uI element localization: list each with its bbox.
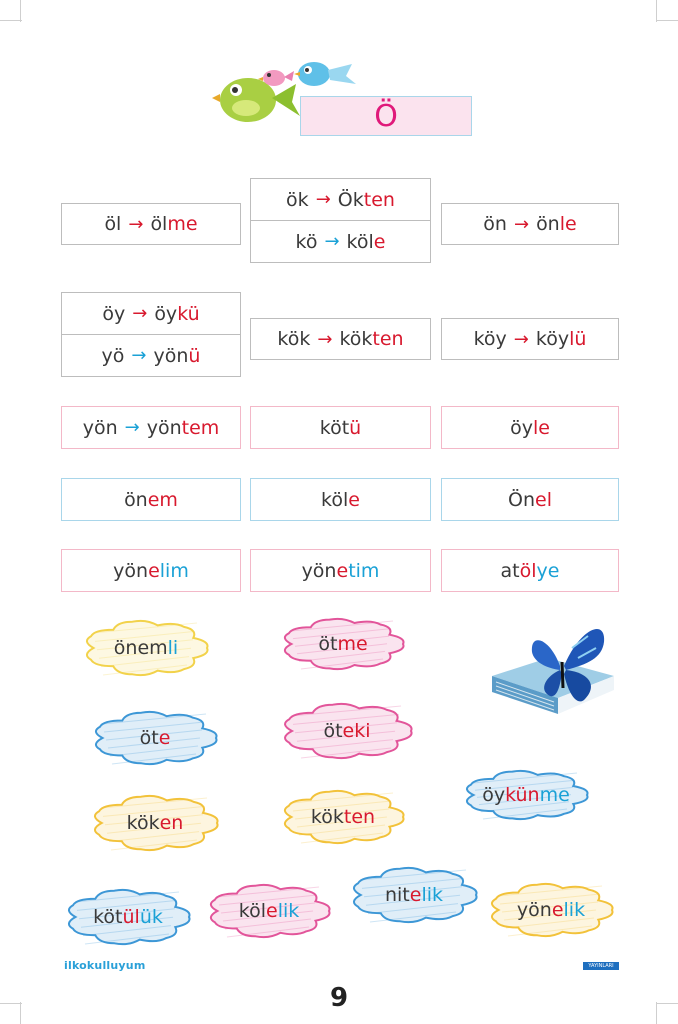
word-part: e xyxy=(373,230,386,253)
word-part: ten xyxy=(343,806,376,828)
word-part: öl xyxy=(519,559,537,582)
word-part: tim xyxy=(348,559,380,582)
word-part: em xyxy=(147,488,178,511)
cloud-word xyxy=(277,698,417,764)
word-cloud xyxy=(459,765,593,825)
arrow-icon: → xyxy=(315,189,331,210)
word-part: yön xyxy=(113,559,149,582)
word-cloud xyxy=(61,884,195,950)
word-part: e xyxy=(551,899,564,921)
word-part: ük xyxy=(139,906,163,928)
word-part: köl xyxy=(321,488,349,511)
arrow-icon: → xyxy=(513,328,529,350)
word-part: lik xyxy=(563,899,586,921)
arrow-icon: → xyxy=(132,303,148,324)
cloud-word xyxy=(346,862,482,928)
word-part: köl xyxy=(238,900,266,922)
word-part: kün xyxy=(505,784,540,806)
arrow-icon: → xyxy=(324,231,340,252)
syllable-box xyxy=(441,203,619,245)
syllable-pair-box xyxy=(250,178,431,263)
word-part: ten xyxy=(372,328,404,350)
word-part: lim xyxy=(159,559,189,582)
word-cloud xyxy=(277,785,409,849)
arrow-icon: → xyxy=(124,417,140,438)
word-part: el xyxy=(535,488,552,511)
word-part: öy xyxy=(102,302,126,325)
word-part: yön xyxy=(301,559,337,582)
cloud-word xyxy=(79,615,213,681)
blue-bird-icon xyxy=(294,62,356,86)
word-part: ü xyxy=(188,344,201,367)
cloud-word xyxy=(203,879,335,943)
word-part: öl xyxy=(104,213,122,235)
word-cloud xyxy=(277,698,417,764)
word-part: ül xyxy=(122,906,140,928)
word-part: yön xyxy=(516,899,552,921)
syllable-box-top xyxy=(62,293,240,334)
word-part: yön xyxy=(153,344,189,367)
word-box xyxy=(441,478,619,521)
word-part: e xyxy=(348,488,360,511)
word-part: kök xyxy=(277,328,311,350)
word-box xyxy=(61,406,241,449)
crop-mark xyxy=(656,0,657,22)
word-part: öy xyxy=(510,416,533,439)
word-part: le xyxy=(559,213,577,235)
word-part: ön xyxy=(483,213,507,235)
word-part: le xyxy=(532,416,550,439)
word-part: öt xyxy=(318,633,338,655)
word-part: kö xyxy=(295,230,318,253)
crop-mark xyxy=(0,20,22,21)
word-box xyxy=(61,478,241,521)
word-part: at xyxy=(500,559,520,582)
word-part: köt xyxy=(319,416,350,439)
word-part: lik xyxy=(277,900,300,922)
butterfly-book-illustration xyxy=(488,618,620,716)
brand-logo: YAYINLARI xyxy=(583,962,619,970)
word-part: köy xyxy=(473,328,507,350)
word-part: tem xyxy=(181,416,220,439)
syllable-box xyxy=(61,203,241,245)
crop-mark xyxy=(656,20,678,21)
title-letter: Ö xyxy=(374,98,398,134)
syllable-box-bottom xyxy=(62,335,240,376)
word-part: lü xyxy=(569,328,587,350)
word-part: önem xyxy=(113,637,168,659)
word-cloud xyxy=(87,790,223,856)
word-box xyxy=(250,406,431,449)
word-part: yö xyxy=(101,344,125,367)
cloud-word xyxy=(88,706,222,770)
word-part: kök xyxy=(310,806,344,828)
word-part: yön xyxy=(146,416,182,439)
word-part: nit xyxy=(384,884,410,906)
crop-mark xyxy=(20,0,21,22)
word-cloud xyxy=(277,613,409,675)
page-number: 9 xyxy=(329,983,349,1013)
cloud-word xyxy=(277,785,409,849)
word-cloud xyxy=(484,878,618,942)
word-part: e xyxy=(265,900,278,922)
word-part: köl xyxy=(346,230,374,253)
word-part: en xyxy=(159,812,184,834)
syllable-box xyxy=(441,318,619,360)
word-box xyxy=(441,549,619,592)
word-part: li xyxy=(167,637,179,659)
word-part: kök xyxy=(126,812,160,834)
word-part: öy xyxy=(482,784,506,806)
word-part: e xyxy=(409,884,422,906)
word-box xyxy=(250,549,431,592)
word-part: me xyxy=(167,213,198,235)
word-part: ön xyxy=(124,488,148,511)
word-part: kü xyxy=(177,302,200,325)
cloud-word xyxy=(459,765,593,825)
word-cloud xyxy=(346,862,482,928)
word-part: kök xyxy=(339,328,373,350)
word-box xyxy=(250,478,431,521)
cloud-word xyxy=(484,878,618,942)
cloud-word xyxy=(87,790,223,856)
word-part: Ök xyxy=(337,188,364,211)
word-part: me xyxy=(539,784,570,806)
word-part: ü xyxy=(349,416,362,439)
word-part: öt xyxy=(323,720,343,742)
word-cloud xyxy=(88,706,222,770)
word-part: yön xyxy=(82,416,118,439)
word-part: öt xyxy=(139,727,159,749)
syllable-box xyxy=(250,318,431,360)
green-bird-icon xyxy=(212,78,300,122)
word-part: e xyxy=(336,559,349,582)
word-part: öl xyxy=(150,213,168,235)
syllable-pair-box xyxy=(61,292,241,377)
word-cloud xyxy=(203,879,335,943)
word-part: köt xyxy=(93,906,123,928)
word-part: ön xyxy=(536,213,560,235)
arrow-icon: → xyxy=(513,213,530,235)
word-part: lik xyxy=(421,884,444,906)
word-part: ök xyxy=(286,188,309,211)
publisher-logo: ilkokulluyum xyxy=(64,959,146,972)
syllable-box-bottom xyxy=(251,221,430,262)
word-box xyxy=(441,406,619,449)
cloud-word xyxy=(61,884,195,950)
arrow-icon: → xyxy=(128,213,144,235)
cloud-word xyxy=(277,613,409,675)
word-cloud xyxy=(79,615,213,681)
word-part: e xyxy=(148,559,160,582)
arrow-icon: → xyxy=(317,328,333,350)
word-box xyxy=(61,549,241,592)
word-part: me xyxy=(337,633,368,655)
word-part: ye xyxy=(536,559,560,582)
syllable-box-top xyxy=(251,179,430,220)
word-part: e xyxy=(158,727,171,749)
word-part: Ön xyxy=(508,488,536,511)
title-letter-box xyxy=(300,96,472,136)
word-part: ten xyxy=(363,188,395,211)
word-part: öy xyxy=(154,302,178,325)
word-part: köy xyxy=(535,328,570,350)
arrow-icon: → xyxy=(131,345,147,366)
word-part: eki xyxy=(342,720,371,742)
